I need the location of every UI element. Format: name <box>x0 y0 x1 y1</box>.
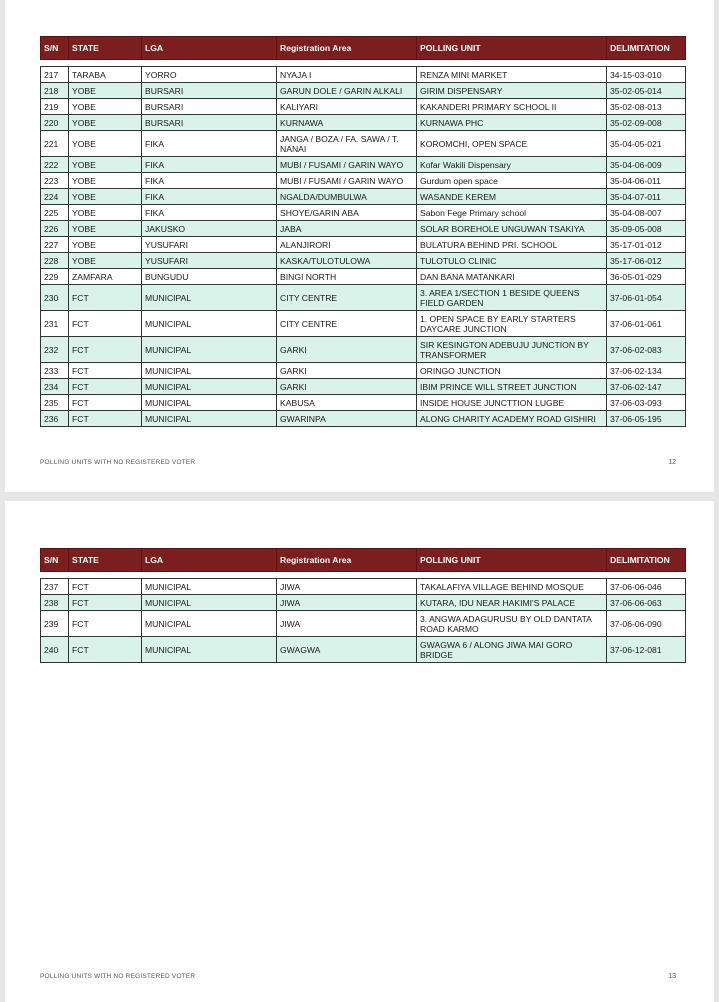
cell-sn: 229 <box>41 269 69 285</box>
cell-delimitation: 35-17-01-012 <box>607 237 686 253</box>
cell-registration-area: NGALDA/DUMBULWA <box>277 189 417 205</box>
cell-sn: 231 <box>41 311 69 337</box>
cell-sn: 230 <box>41 285 69 311</box>
table-row <box>41 337 686 363</box>
table-row <box>41 379 686 395</box>
cell-delimitation: 35-02-05-014 <box>607 83 686 99</box>
cell-registration-area: JIWA <box>277 595 417 611</box>
cell-polling-unit: WASANDE KEREM <box>417 189 607 205</box>
table-row <box>41 115 686 131</box>
cell-polling-unit: Sabon Fege Primary school <box>417 205 607 221</box>
table-row <box>41 221 686 237</box>
cell-sn: 219 <box>41 99 69 115</box>
table-header-row <box>41 37 686 60</box>
cell-delimitation: 35-02-08-013 <box>607 99 686 115</box>
table-row <box>41 253 686 269</box>
cell-lga: MUNICIPAL <box>142 337 277 363</box>
cell-delimitation: 37-06-02-147 <box>607 379 686 395</box>
cell-delimitation: 35-09-05-008 <box>607 221 686 237</box>
table-row <box>41 67 686 83</box>
cell-polling-unit: KOROMCHI, OPEN SPACE <box>417 131 607 157</box>
cell-lga: MUNICIPAL <box>142 637 277 663</box>
cell-delimitation: 37-06-05-195 <box>607 411 686 427</box>
header-sn: S/N <box>41 37 69 60</box>
table-row <box>41 311 686 337</box>
cell-registration-area: MUBI / FUSAMI / GARIN WAYO <box>277 173 417 189</box>
cell-polling-unit: TAKALAFIYA VILLAGE BEHIND MOSQUE <box>417 579 607 595</box>
header-sn: S/N <box>41 549 69 572</box>
cell-lga: FIKA <box>142 131 277 157</box>
cell-delimitation: 34-15-03-010 <box>607 67 686 83</box>
cell-state: FCT <box>69 363 142 379</box>
cell-registration-area: GWARINPA <box>277 411 417 427</box>
cell-lga: MUNICIPAL <box>142 379 277 395</box>
cell-lga: MUNICIPAL <box>142 579 277 595</box>
cell-lga: MUNICIPAL <box>142 611 277 637</box>
table-row <box>41 285 686 311</box>
cell-lga: FIKA <box>142 157 277 173</box>
cell-registration-area: GARKI <box>277 363 417 379</box>
cell-delimitation: 37-06-02-083 <box>607 337 686 363</box>
table-row <box>41 595 686 611</box>
cell-polling-unit: BULATURA BEHIND PRI. SCHOOL <box>417 237 607 253</box>
cell-polling-unit: 3. AREA 1/SECTION 1 BESIDE QUEENS FIELD GARDEN <box>417 285 607 311</box>
cell-sn: 233 <box>41 363 69 379</box>
cell-polling-unit: Gurdum open space <box>417 173 607 189</box>
cell-state: YOBE <box>69 221 142 237</box>
cell-polling-unit: SOLAR BOREHOLE UNGUWAN TSAKIYA <box>417 221 607 237</box>
cell-delimitation: 37-06-06-090 <box>607 611 686 637</box>
cell-state: YOBE <box>69 189 142 205</box>
cell-state: YOBE <box>69 99 142 115</box>
header-lga: LGA <box>142 37 277 60</box>
cell-delimitation: 35-04-06-011 <box>607 173 686 189</box>
header-delimitation: DELIMITATION <box>607 37 686 60</box>
cell-lga: FIKA <box>142 205 277 221</box>
cell-polling-unit: GIRIM DISPENSARY <box>417 83 607 99</box>
cell-lga: JAKUSKO <box>142 221 277 237</box>
cell-polling-unit: ALONG CHARITY ACADEMY ROAD GISHIRI <box>417 411 607 427</box>
cell-lga: YUSUFARI <box>142 237 277 253</box>
cell-polling-unit: RENZA MINI MARKET <box>417 67 607 83</box>
cell-lga: FIKA <box>142 173 277 189</box>
cell-state: FCT <box>69 611 142 637</box>
polling-units-table <box>40 36 686 427</box>
table-row <box>41 157 686 173</box>
header-polling-unit: POLLING UNIT <box>417 549 607 572</box>
cell-sn: 222 <box>41 157 69 173</box>
cell-lga: MUNICIPAL <box>142 395 277 411</box>
cell-registration-area: MUBI / FUSAMI / GARIN WAYO <box>277 157 417 173</box>
cell-polling-unit: GWAGWA 6 / ALONG JIWA MAI GORO BRIDGE <box>417 637 607 663</box>
cell-delimitation: 35-04-08-007 <box>607 205 686 221</box>
header-delimitation: DELIMITATION <box>607 549 686 572</box>
cell-sn: 226 <box>41 221 69 237</box>
cell-delimitation: 37-06-06-046 <box>607 579 686 595</box>
table-row <box>41 237 686 253</box>
cell-registration-area: JANGA / BOZA / FA. SAWA / T. NANAI <box>277 131 417 157</box>
cell-state: YOBE <box>69 253 142 269</box>
cell-registration-area: BINGI NORTH <box>277 269 417 285</box>
cell-state: YOBE <box>69 173 142 189</box>
cell-delimitation: 37-06-06-063 <box>607 595 686 611</box>
cell-registration-area: ALANJIRORI <box>277 237 417 253</box>
cell-registration-area: JABA <box>277 221 417 237</box>
cell-polling-unit: TULOTULO CLINIC <box>417 253 607 269</box>
cell-polling-unit: KAKANDERI PRIMARY SCHOOL II <box>417 99 607 115</box>
table-row <box>41 269 686 285</box>
cell-delimitation: 35-04-06-009 <box>607 157 686 173</box>
cell-sn: 237 <box>41 579 69 595</box>
cell-state: TARABA <box>69 67 142 83</box>
cell-lga: BURSARI <box>142 83 277 99</box>
cell-polling-unit: INSIDE HOUSE JUNCTTION LUGBE <box>417 395 607 411</box>
cell-sn: 234 <box>41 379 69 395</box>
cell-state: ZAMFARA <box>69 269 142 285</box>
page-footer-text: POLLING UNITS WITH NO REGISTERED VOTER <box>40 459 196 466</box>
table-row <box>41 189 686 205</box>
table-row <box>41 579 686 595</box>
cell-sn: 224 <box>41 189 69 205</box>
table-header-row <box>41 549 686 572</box>
cell-registration-area: GARUN DOLE / GARIN ALKALI <box>277 83 417 99</box>
cell-registration-area: KALIYARI <box>277 99 417 115</box>
cell-polling-unit: DAN BANA MATANKARI <box>417 269 607 285</box>
cell-lga: FIKA <box>142 189 277 205</box>
table-row <box>41 173 686 189</box>
cell-sn: 223 <box>41 173 69 189</box>
cell-delimitation: 37-06-02-134 <box>607 363 686 379</box>
cell-delimitation: 35-02-09-008 <box>607 115 686 131</box>
cell-state: FCT <box>69 411 142 427</box>
cell-polling-unit: KURNAWA PHC <box>417 115 607 131</box>
table-row <box>41 411 686 427</box>
cell-lga: BURSARI <box>142 99 277 115</box>
cell-delimitation: 35-04-07-011 <box>607 189 686 205</box>
header-polling-unit: POLLING UNIT <box>417 37 607 60</box>
cell-sn: 218 <box>41 83 69 99</box>
header-registration-area: Registration Area <box>277 37 417 60</box>
cell-state: FCT <box>69 285 142 311</box>
cell-lga: BUNGUDU <box>142 269 277 285</box>
cell-registration-area: KABUSA <box>277 395 417 411</box>
cell-state: FCT <box>69 395 142 411</box>
cell-state: FCT <box>69 637 142 663</box>
cell-lga: YUSUFARI <box>142 253 277 269</box>
cell-sn: 227 <box>41 237 69 253</box>
cell-delimitation: 36-05-01-029 <box>607 269 686 285</box>
page-number: 12 <box>668 459 676 466</box>
cell-delimitation: 35-17-06-012 <box>607 253 686 269</box>
table-row <box>41 131 686 157</box>
cell-registration-area: CITY CENTRE <box>277 285 417 311</box>
cell-state: FCT <box>69 379 142 395</box>
cell-polling-unit: 1. OPEN SPACE BY EARLY STARTERS DAYCARE JUNCTION <box>417 311 607 337</box>
cell-state: FCT <box>69 595 142 611</box>
table-row <box>41 83 686 99</box>
cell-delimitation: 37-06-01-054 <box>607 285 686 311</box>
cell-sn: 232 <box>41 337 69 363</box>
cell-registration-area: KURNAWA <box>277 115 417 131</box>
cell-state: YOBE <box>69 205 142 221</box>
table-row <box>41 637 686 663</box>
header-state: STATE <box>69 549 142 572</box>
table-row <box>41 205 686 221</box>
cell-state: YOBE <box>69 83 142 99</box>
cell-sn: 236 <box>41 411 69 427</box>
cell-lga: BURSARI <box>142 115 277 131</box>
cell-polling-unit: ORINGO JUNCTION <box>417 363 607 379</box>
cell-lga: MUNICIPAL <box>142 311 277 337</box>
cell-registration-area: SHOYE/GARIN ABA <box>277 205 417 221</box>
cell-sn: 238 <box>41 595 69 611</box>
cell-sn: 228 <box>41 253 69 269</box>
cell-registration-area: CITY CENTRE <box>277 311 417 337</box>
cell-polling-unit: KUTARA, IDU NEAR HAKIMI'S PALACE <box>417 595 607 611</box>
cell-sn: 240 <box>41 637 69 663</box>
cell-polling-unit: IBIM PRINCE WILL STREET JUNCTION <box>417 379 607 395</box>
cell-registration-area: GARKI <box>277 379 417 395</box>
cell-state: YOBE <box>69 157 142 173</box>
header-state: STATE <box>69 37 142 60</box>
cell-delimitation: 37-06-12-081 <box>607 637 686 663</box>
table-row <box>41 363 686 379</box>
cell-lga: MUNICIPAL <box>142 595 277 611</box>
cell-delimitation: 35-04-05-021 <box>607 131 686 157</box>
cell-lga: MUNICIPAL <box>142 411 277 427</box>
document-page-12 <box>5 0 714 492</box>
cell-registration-area: JIWA <box>277 611 417 637</box>
page-number: 13 <box>668 973 676 980</box>
header-registration-area: Registration Area <box>277 549 417 572</box>
cell-sn: 220 <box>41 115 69 131</box>
cell-lga: YORRO <box>142 67 277 83</box>
cell-polling-unit: SIR KESINGTON ADEBUJU JUNCTION BY TRANSFORMER <box>417 337 607 363</box>
cell-lga: MUNICIPAL <box>142 285 277 311</box>
cell-polling-unit: Kofar Wakili Dispensary <box>417 157 607 173</box>
cell-delimitation: 37-06-03-093 <box>607 395 686 411</box>
cell-state: YOBE <box>69 131 142 157</box>
cell-state: FCT <box>69 337 142 363</box>
cell-lga: MUNICIPAL <box>142 363 277 379</box>
polling-units-table <box>40 548 686 663</box>
cell-state: YOBE <box>69 115 142 131</box>
table-row <box>41 611 686 637</box>
cell-delimitation: 37-06-01-061 <box>607 311 686 337</box>
cell-polling-unit: 3. ANGWA ADAGURUSU BY OLD DANTATA ROAD KARMO <box>417 611 607 637</box>
table-row <box>41 395 686 411</box>
cell-registration-area: KASKA/TULOTULOWA <box>277 253 417 269</box>
header-lga: LGA <box>142 549 277 572</box>
cell-state: YOBE <box>69 237 142 253</box>
cell-sn: 239 <box>41 611 69 637</box>
table-row <box>41 99 686 115</box>
document-page-13 <box>5 501 714 1002</box>
cell-registration-area: NYAJA I <box>277 67 417 83</box>
cell-state: FCT <box>69 311 142 337</box>
cell-sn: 221 <box>41 131 69 157</box>
cell-state: FCT <box>69 579 142 595</box>
cell-sn: 235 <box>41 395 69 411</box>
cell-registration-area: JIWA <box>277 579 417 595</box>
page-footer-text: POLLING UNITS WITH NO REGISTERED VOTER <box>40 973 196 980</box>
cell-registration-area: GWAGWA <box>277 637 417 663</box>
cell-registration-area: GARKI <box>277 337 417 363</box>
cell-sn: 217 <box>41 67 69 83</box>
cell-sn: 225 <box>41 205 69 221</box>
